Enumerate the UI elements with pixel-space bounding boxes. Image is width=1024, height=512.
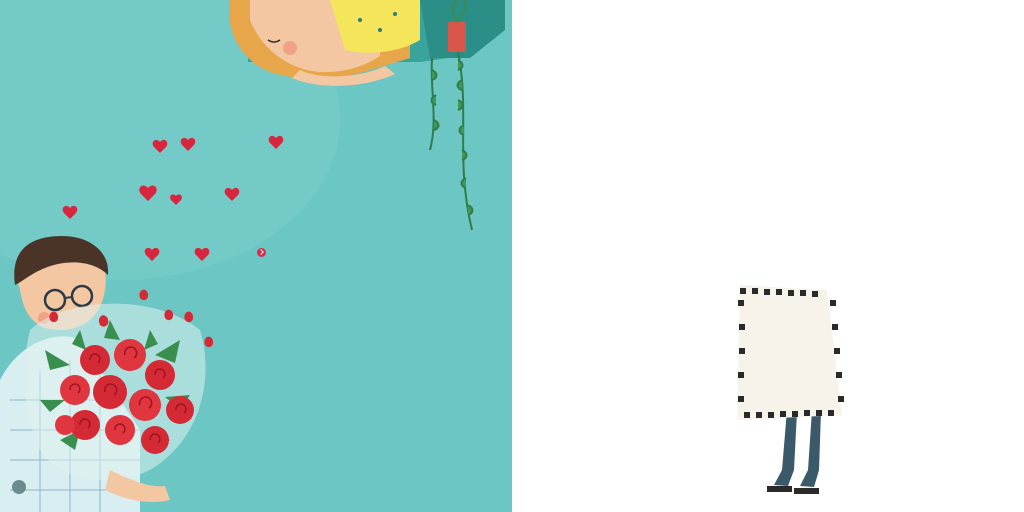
two-kings-illustration (737, 285, 844, 494)
left-body-text (257, 248, 435, 260)
right-page (512, 0, 1024, 512)
page-number-left (12, 480, 26, 494)
bullet-arrow-icon (257, 248, 266, 257)
right-illustration (512, 0, 1024, 512)
left-paragraph-1 (257, 248, 435, 260)
